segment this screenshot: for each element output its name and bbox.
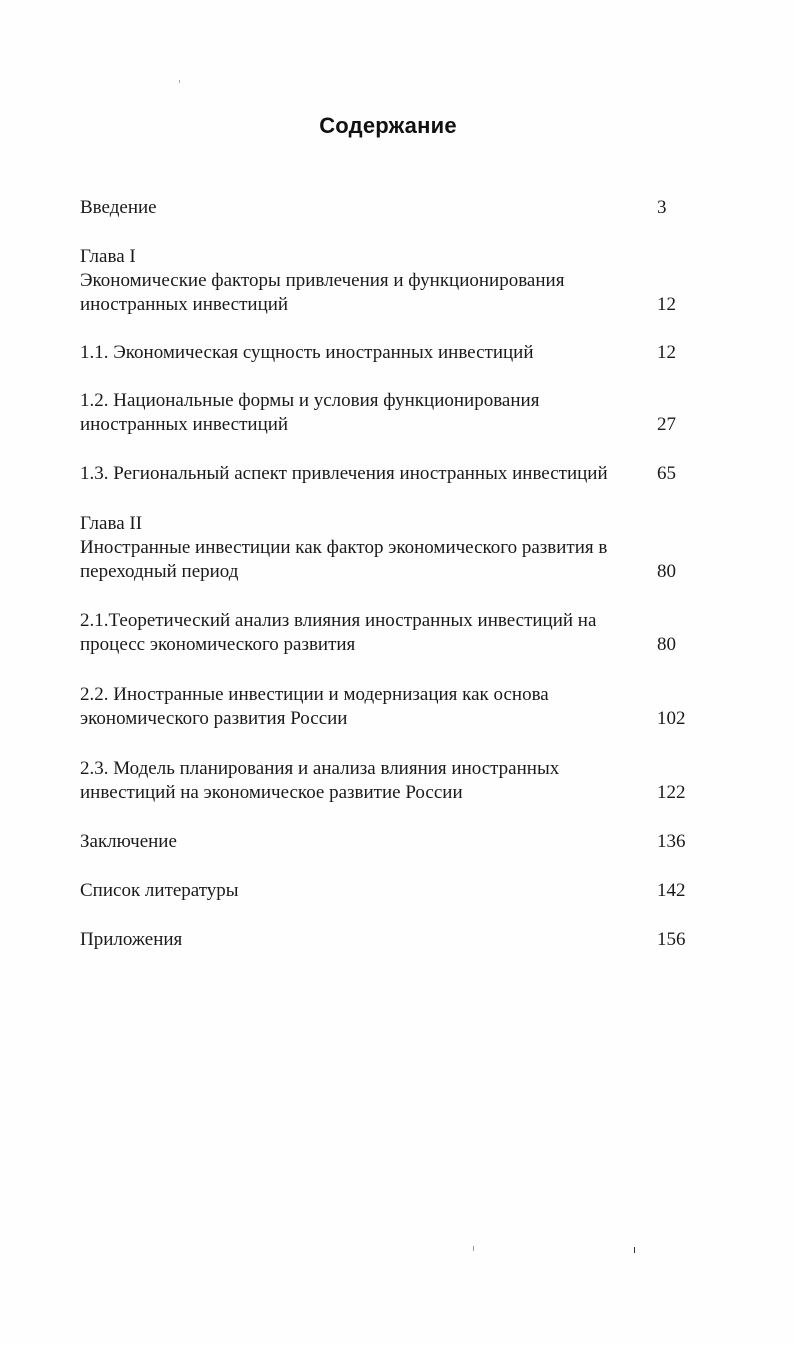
toc-entry-line: 2.1.Теоретический анализ влияния иностранных инвестиций на xyxy=(80,610,597,631)
toc-entry-text xyxy=(80,830,657,854)
toc-entry-section-2-1 xyxy=(80,609,695,657)
toc-page-number: 80 xyxy=(657,634,676,655)
toc-entry-text xyxy=(80,341,657,365)
toc-page-number: 12 xyxy=(657,294,676,315)
toc-entry-line: Список литературы xyxy=(80,880,239,901)
toc-entry-text xyxy=(80,879,657,903)
toc-entry-section-1-3 xyxy=(80,462,695,486)
toc-entry-text xyxy=(80,683,657,731)
toc-entry-line: иностранных инвестиций xyxy=(80,294,289,315)
toc-entry-line: 1.1. Экономическая сущность иностранных инвестиций xyxy=(80,342,534,363)
toc-entry-text xyxy=(80,928,657,952)
toc-entry-line: Заключение xyxy=(80,831,177,852)
toc-entry-line: Введение xyxy=(80,197,157,218)
toc-entry-line: экономического развития России xyxy=(80,708,348,729)
toc-entry-line: переходный период xyxy=(80,561,239,582)
scan-speck xyxy=(473,1246,474,1251)
toc-entry-line: 2.3. Модель планирования и анализа влияния иностранных xyxy=(80,758,560,779)
toc-page-number: 27 xyxy=(657,414,676,435)
toc-entry-text xyxy=(80,757,657,805)
toc-entry-section-2-3 xyxy=(80,757,695,805)
table-of-contents xyxy=(80,196,695,952)
toc-entry-section-2-2 xyxy=(80,683,695,731)
toc-page-number: 65 xyxy=(657,463,676,484)
toc-entry-line: процесс экономического развития xyxy=(80,634,356,655)
toc-page-number: 156 xyxy=(657,929,686,950)
toc-entry-line: 2.2. Иностранные инвестиции и модернизация как основа xyxy=(80,684,549,705)
toc-page-number: 80 xyxy=(657,561,676,582)
toc-entry-line: Экономические факторы привлечения и функционирования xyxy=(80,270,565,291)
toc-page-number: 122 xyxy=(657,782,686,803)
toc-entry-section-1-2 xyxy=(80,389,695,437)
toc-entry-text xyxy=(80,389,657,437)
toc-entry-text xyxy=(80,245,657,317)
toc-entry-section-1-1 xyxy=(80,341,695,365)
toc-entry-chapter-1 xyxy=(80,245,695,317)
toc-entry-text xyxy=(80,512,657,584)
toc-entry-line: инвестиций на экономическое развитие России xyxy=(80,782,463,803)
toc-entry-line: 1.2. Национальные формы и условия функционирования xyxy=(80,390,540,411)
toc-entry-references xyxy=(80,879,695,903)
scan-speck xyxy=(179,80,180,83)
toc-entry-text xyxy=(80,196,657,220)
toc-entry-line: Глава I xyxy=(80,246,136,267)
toc-entry-line: 1.3. Региональный аспект привлечения иностранных инвестиций xyxy=(80,463,608,484)
page-title: Содержание xyxy=(319,113,457,138)
toc-entry-line: Иностранные инвестиции как фактор экономического развития в xyxy=(80,537,608,558)
toc-page-number: 102 xyxy=(657,708,686,729)
toc-page-number: 142 xyxy=(657,880,686,901)
toc-page-number: 3 xyxy=(657,197,667,218)
scan-speck xyxy=(634,1247,635,1253)
toc-entry-introduction xyxy=(80,196,695,220)
toc-page-number: 136 xyxy=(657,831,686,852)
toc-entry-line: иностранных инвестиций xyxy=(80,414,289,435)
toc-entry-conclusion xyxy=(80,830,695,854)
toc-entry-text xyxy=(80,462,657,486)
toc-entry-line: Приложения xyxy=(80,929,183,950)
toc-entry-line: Глава II xyxy=(80,513,143,534)
toc-entry-chapter-2 xyxy=(80,512,695,584)
toc-page-number: 12 xyxy=(657,342,676,363)
toc-entry-text xyxy=(80,609,657,657)
toc-entry-appendices xyxy=(80,928,695,952)
